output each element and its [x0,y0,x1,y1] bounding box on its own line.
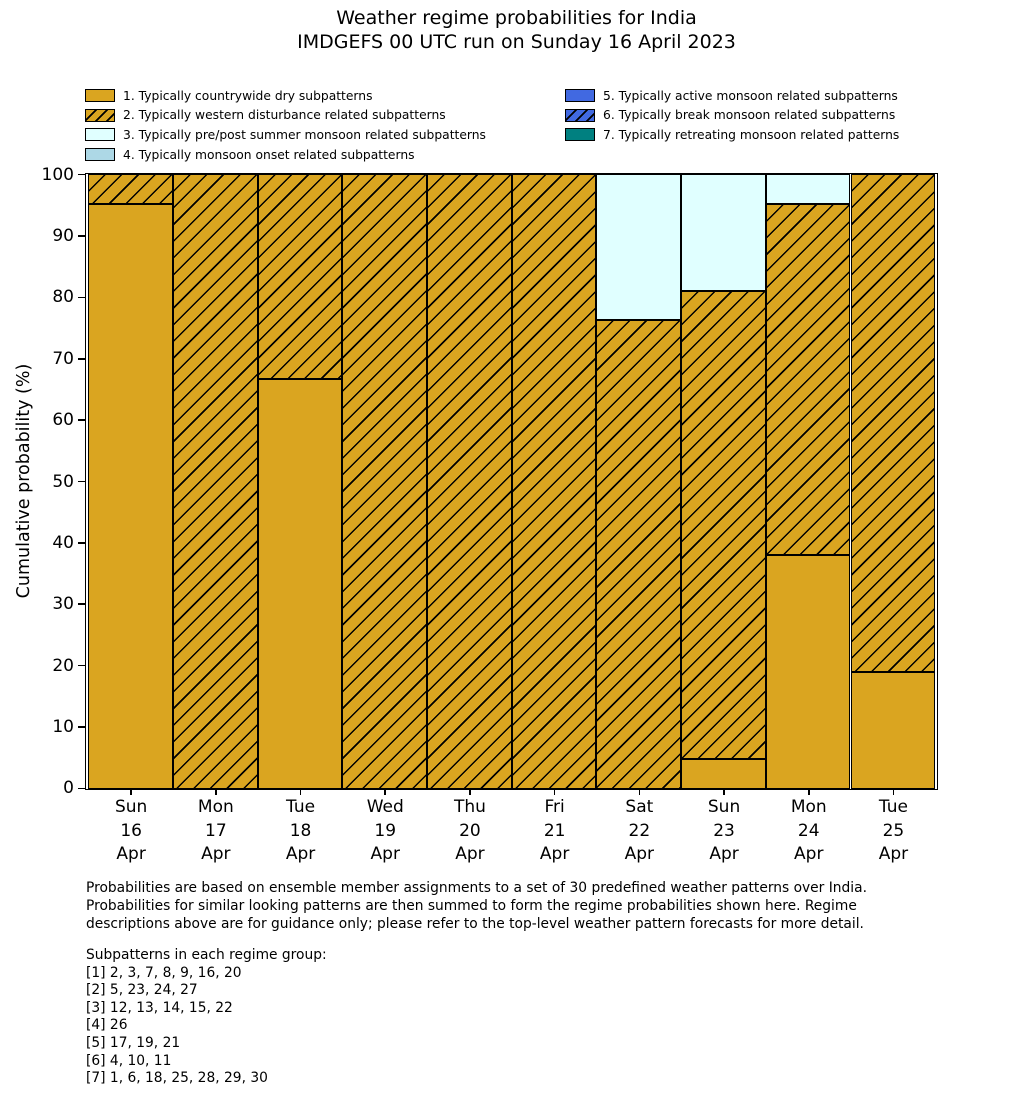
legend-item-label: 4. Typically monsoon onset related subpatterns [123,147,415,162]
legend-item-label: 5. Typically active monsoon related subpatterns [603,88,898,103]
plot-area [85,173,938,790]
x-tick-label-line: 17 [205,820,227,841]
bar-segment-regime-2 [596,320,681,789]
x-tick-label-line: Mon [197,797,234,817]
y-tick-label-50: 50 [52,471,74,492]
x-tick-label-line: Apr [201,844,231,864]
x-tick-label-line: 24 [797,820,820,841]
subpatterns-line: [1] 2, 3, 7, 8, 9, 16, 20 [86,964,242,981]
legend-swatch-icon [565,109,595,122]
y-tick-label-80: 80 [52,287,74,308]
legend-swatch-icon [85,109,115,122]
bar-segment-regime-2 [681,291,766,760]
legend-item-label: 7. Typically retreating monsoon related patterns [603,127,900,142]
x-tick-label-line: Apr [116,844,146,864]
subpatterns-heading: Subpatterns in each regime group: [86,947,327,963]
bar-segment-regime-3 [596,174,681,320]
y-tick-mark [78,542,85,544]
y-tick-label-40: 40 [52,532,74,553]
y-tick-label-100: 100 [41,164,74,185]
x-tick-label-line: Mon [790,797,827,817]
bar-segment-regime-3 [681,174,766,291]
y-tick-mark [78,235,85,237]
x-tick-label-line: Apr [794,844,824,864]
legend-item-left-2 [85,106,486,126]
bar-segment-regime-1 [851,672,936,789]
y-tick-label-90: 90 [52,225,74,246]
y-tick-mark [78,788,85,790]
x-tick-label-line: Apr [709,844,739,864]
x-tick-label-line: 23 [713,820,735,841]
stacked-bar-wed-19-apr [342,174,427,789]
footer-note [86,879,867,934]
subpatterns-line: [3] 12, 13, 14, 15, 22 [86,999,233,1016]
bar-segment-regime-1 [88,204,173,789]
bar-segment-regime-2 [512,174,597,789]
x-tick-label-line: 18 [289,820,312,841]
legend-item-left-1 [85,86,486,106]
bar-segment-regime-1 [681,759,766,789]
y-tick-mark [78,174,85,176]
legend-swatch-icon [565,128,595,141]
x-tick-label-line: Fri [544,797,565,817]
bar-segment-regime-1 [766,555,851,789]
y-tick-mark [78,419,85,421]
legend-item-right-1 [565,86,899,106]
stacked-bar-mon-24-apr [766,174,851,789]
bar-segment-regime-2 [258,174,343,379]
stacked-bar-tue-18-apr [258,174,343,789]
subpatterns-line: [2] 5, 23, 24, 27 [86,982,198,999]
chart-title-line1: Weather regime probabilities for India [336,7,697,29]
legend-item-label: 3. Typically pre/post summer monsoon related subpatterns [123,127,486,142]
legend-item-right-2 [565,106,899,126]
bar-segment-regime-2 [766,204,851,555]
x-tick-label-line: 22 [628,820,651,841]
legend-swatch-icon [85,148,115,161]
legend-column-right [565,86,899,145]
x-tick-label-line: Thu [453,797,486,817]
footer-note-line: Probabilities for similar looking patterns are then summed to form the regime probabilities shown here. Regime [86,898,857,915]
y-tick-label-10: 10 [52,717,74,738]
y-tick-mark [78,297,85,299]
x-tick-label-line: 25 [882,820,905,841]
legend-item-left-3 [85,125,486,145]
y-axis-title: Cumulative probability (%) [14,363,34,599]
bar-segment-regime-2 [342,174,427,789]
x-tick-label-line: 19 [374,820,397,841]
footer-note-line: Probabilities are based on ensemble member assignments to a set of 30 predefined weather patterns over India. [86,880,867,896]
x-tick-label-line: 21 [543,820,566,841]
legend-item-label: 1. Typically countrywide dry subpatterns [123,88,373,103]
x-tick-label-line: Apr [455,844,485,864]
x-tick-label-line: 20 [459,820,481,841]
x-tick-label-tue-25-apr [843,796,943,867]
y-tick-label-0: 0 [63,778,74,799]
stacked-bar-sun-23-apr [681,174,766,789]
legend-item-label: 2. Typically western disturbance related subpatterns [123,108,446,123]
x-tick-label-line: Tue [286,797,316,817]
y-tick-label-30: 30 [52,594,74,615]
y-tick-label-20: 20 [52,655,74,676]
y-tick-label-60: 60 [52,410,74,431]
x-tick-label-line: Apr [624,844,655,864]
legend-column-left [85,86,486,164]
stacked-bar-sat-22-apr [596,174,681,789]
legend-swatch-icon [565,89,595,102]
legend-item-label: 6. Typically break monsoon related subpatterns [603,108,896,123]
bar-segment-regime-2 [427,174,512,789]
y-tick-label-70: 70 [52,348,74,369]
stacked-bar-sun-16-apr [88,174,173,789]
x-tick-label-line: 16 [120,820,142,841]
chart-title-line2: IMDGEFS 00 UTC run on Sunday 16 April 2023 [297,31,736,53]
y-tick-mark [78,665,85,667]
x-tick-label-line: Apr [878,844,909,864]
bar-segment-regime-3 [766,174,851,204]
x-tick-label-line: Wed [366,797,404,817]
subpatterns-line: [4] 26 [86,1017,128,1034]
x-tick-label-line: Sun [114,797,148,817]
x-tick-label-line: Apr [285,844,316,864]
y-tick-mark [78,358,85,360]
legend-swatch-icon [85,89,115,102]
x-tick-label-line: Sun [707,797,741,817]
subpatterns-line: [5] 17, 19, 21 [86,1034,181,1051]
legend-item-left-4 [85,145,486,165]
subpatterns-list [86,947,327,1088]
y-tick-mark [78,603,85,605]
x-tick-label-line: Sat [625,797,654,817]
x-tick-label-line: Tue [878,797,908,817]
bar-segment-regime-2 [88,174,173,204]
stacked-bar-mon-17-apr [173,174,258,789]
footer-note-line: descriptions above are for guidance only; please refer to the top-level weather pattern forecasts for more detail. [86,916,864,933]
x-tick-label-line: Apr [539,844,570,864]
stacked-bar-thu-20-apr [427,174,512,789]
y-tick-mark [78,726,85,728]
bar-segment-regime-2 [173,174,258,789]
subpatterns-line: [6] 4, 10, 11 [86,1052,172,1069]
stacked-bar-fri-21-apr [512,174,597,789]
bar-segment-regime-1 [258,379,343,789]
legend-swatch-icon [85,128,115,141]
chart-title [0,6,1033,54]
stacked-bar-tue-25-apr [851,174,936,789]
x-tick-label-line: Apr [370,844,400,864]
legend-item-right-3 [565,125,899,145]
bar-segment-regime-2 [851,174,936,672]
y-tick-mark [78,481,85,483]
subpatterns-line: [7] 1, 6, 18, 25, 28, 29, 30 [86,1070,268,1087]
